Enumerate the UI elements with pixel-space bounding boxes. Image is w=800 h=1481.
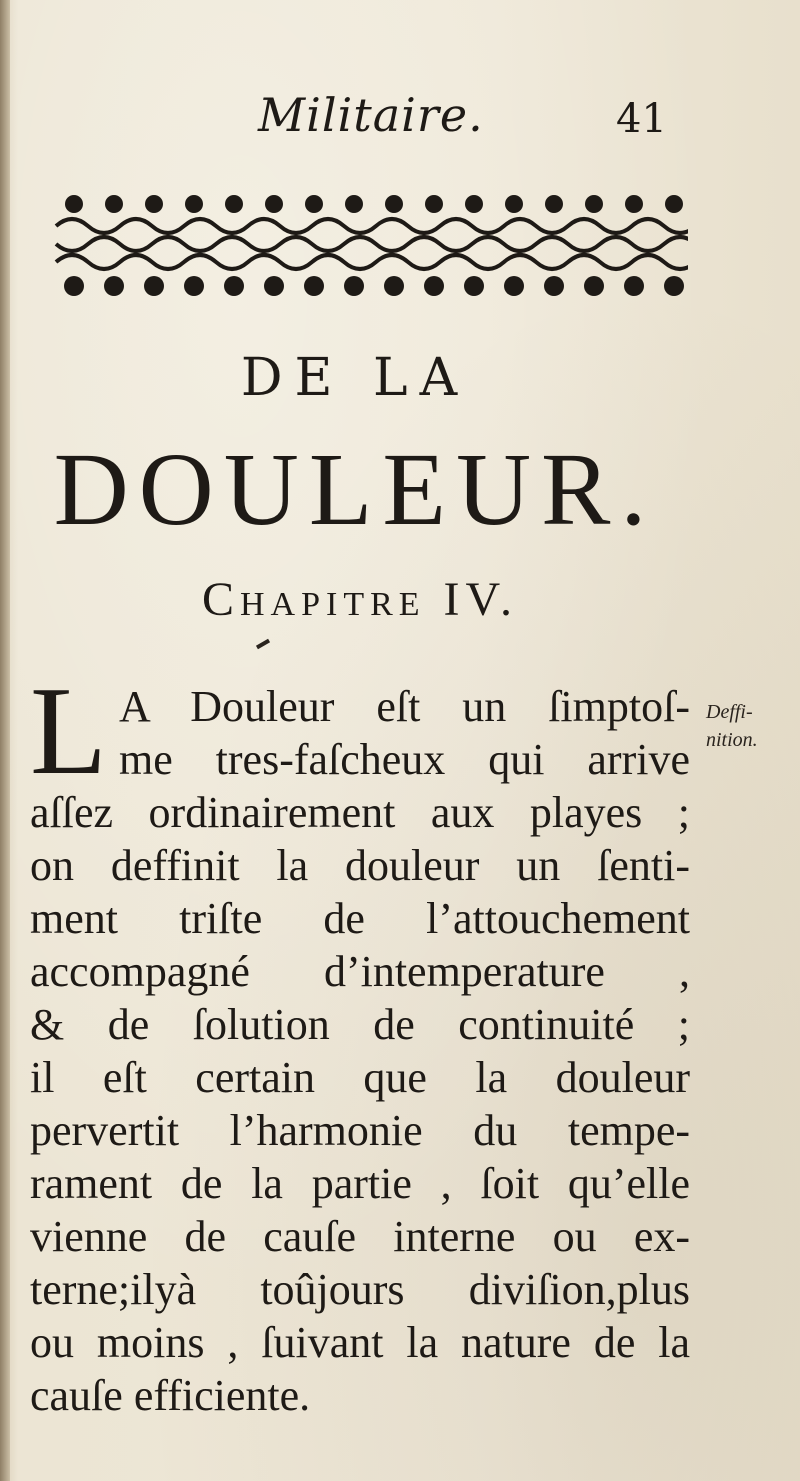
body-line: me tres-faſcheux qui arrive bbox=[118, 735, 690, 784]
drop-cap: L bbox=[30, 662, 107, 801]
body-line: il eſt certain que la douleur bbox=[30, 1053, 690, 1102]
body-line: ment triſte de l’attouchement bbox=[30, 894, 690, 943]
body-line: rament de la partie , ſoit qu’elle bbox=[30, 1159, 690, 1208]
body-line: ou moins , ſuivant la nature de la bbox=[30, 1318, 690, 1367]
ink-mark bbox=[256, 639, 270, 649]
page-gutter-shadow bbox=[0, 0, 10, 1481]
body-paragraph bbox=[30, 662, 690, 1422]
body-line: A Douleur eſt un ſimptoſ- bbox=[118, 682, 690, 731]
running-head-title: Militaire. bbox=[258, 88, 484, 142]
body-line: cauſe efficiente. bbox=[30, 1371, 311, 1420]
ornament-svg bbox=[52, 186, 688, 302]
margin-note-line: Deffi- bbox=[706, 701, 753, 723]
heading-douleur: DOULEUR. bbox=[53, 432, 657, 547]
body-line: pervertit l’harmonie du tempe- bbox=[30, 1106, 690, 1155]
body-line: & de ſolution de continuité ; bbox=[30, 1000, 690, 1049]
body-line: terne;ilyà toûjours diviſion,plus bbox=[30, 1265, 690, 1314]
margin-note-line: nition. bbox=[706, 729, 758, 751]
chapter-label: Chapitre IV. bbox=[201, 573, 519, 626]
ornament-bottom-row bbox=[64, 276, 684, 296]
ornament-middle-pattern bbox=[56, 219, 688, 269]
ornament-top-row bbox=[65, 195, 683, 213]
body-line: on deffinit la douleur un ſenti- bbox=[30, 841, 690, 890]
body-line: accompagné d’intemperature , bbox=[30, 947, 690, 996]
running-head bbox=[0, 88, 800, 148]
body-line: vienne de cauſe interne ou ex- bbox=[30, 1212, 690, 1261]
body-line: aſſez ordinairement aux playes ; bbox=[30, 788, 690, 837]
ornamental-headpiece bbox=[52, 186, 688, 302]
margin-note bbox=[706, 698, 796, 754]
heading-de-la: DE LA bbox=[240, 348, 470, 408]
page-number: 41 bbox=[616, 96, 667, 142]
